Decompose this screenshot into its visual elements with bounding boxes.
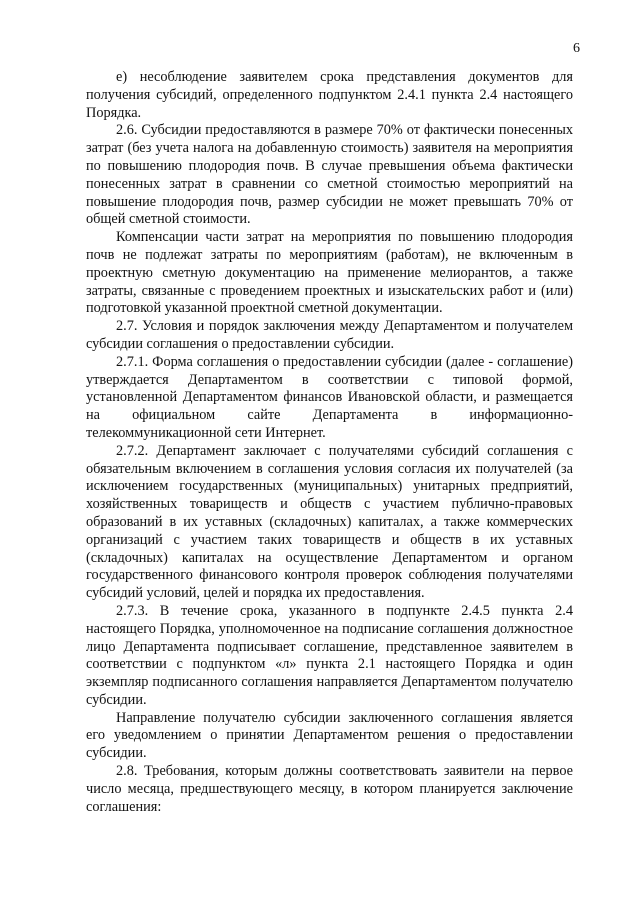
paragraph-notification: Направление получателю субсидии заключенного соглашения является его уведомлением о принятии Департаментом решения о предоставлении субсидии. xyxy=(86,709,573,762)
paragraph-compensation: Компенсации части затрат на мероприятия по повышению плодородия почв не подлежат затраты по мероприятиям (работам), не включенным в проектную сметную документацию на применение мелиорантов, а также затраты, связанные с проведением проектных и изыскательских работ и (или) подготовкой указанной проектной сметной документации. xyxy=(86,229,573,317)
document-body xyxy=(86,69,573,816)
paragraph-2-7-2: 2.7.2. Департамент заключает с получателями субсидий соглашения с обязательным включением в соглашения условия согласия их получателей (за исключением государственных (муниципальных) унитарных предприятий, хозяйственных товариществ и обществ с участием публично-правовых образований в их уставных (складочных) капиталах, а также коммерческих организаций с участием таких товариществ и обществ в их уставных (складочных) капиталах на осуществление Департаментом и органом государственного финансового контроля проверок соблюдения получателями субсидий условий, целей и порядка их предоставления. xyxy=(86,442,573,602)
paragraph-2-7: 2.7. Условия и порядок заключения между Департаментом и получателем субсидии соглашения о предоставлении субсидии. xyxy=(86,318,573,352)
paragraph-2-8: 2.8. Требования, которым должны соответствовать заявители на первое число месяца, предшествующего месяцу, в котором планируется заключение соглашения: xyxy=(86,763,573,815)
paragraph-2-7-1: 2.7.1. Форма соглашения о предоставлении субсидии (далее - соглашение) утверждается Департаментом в соответствии с типовой формой, установленной Департаментом финансов Ивановской области, и размещается на официальном сайте Департамента в информационно-телекоммуникационной сети Интернет. xyxy=(86,353,573,441)
paragraph-2-5-e: е) несоблюдение заявителем срока представления документов для получения субсидий, определенного подпунктом 2.4.1 пункта 2.4 настоящего Порядка. xyxy=(86,69,573,121)
paragraph-2-7-3: 2.7.3. В течение срока, указанного в подпункте 2.4.5 пункта 2.4 настоящего Порядка, уполномоченное на подписание соглашения должностное лицо Департамента подписывает соглашение, представленное заявителем в соответствии с подпунктом «л» пункта 2.1 настоящего Порядка и один экземпляр подписанного соглашения направляется Департаментом получателю субсидии. xyxy=(86,602,573,708)
page-number: 6 xyxy=(573,41,580,56)
paragraph-2-6: 2.6. Субсидии предоставляются в размере 70% от фактически понесенных затрат (без учета налога на добавленную стоимость) заявителя на мероприятия по повышению плодородия почв. В случае превышения объема фактически понесенных затрат в сравнении со сметной стоимостью мероприятий на повышение плодородия почв, размер субсидии не может превышать 70% от общей сметной стоимости. xyxy=(86,122,573,228)
